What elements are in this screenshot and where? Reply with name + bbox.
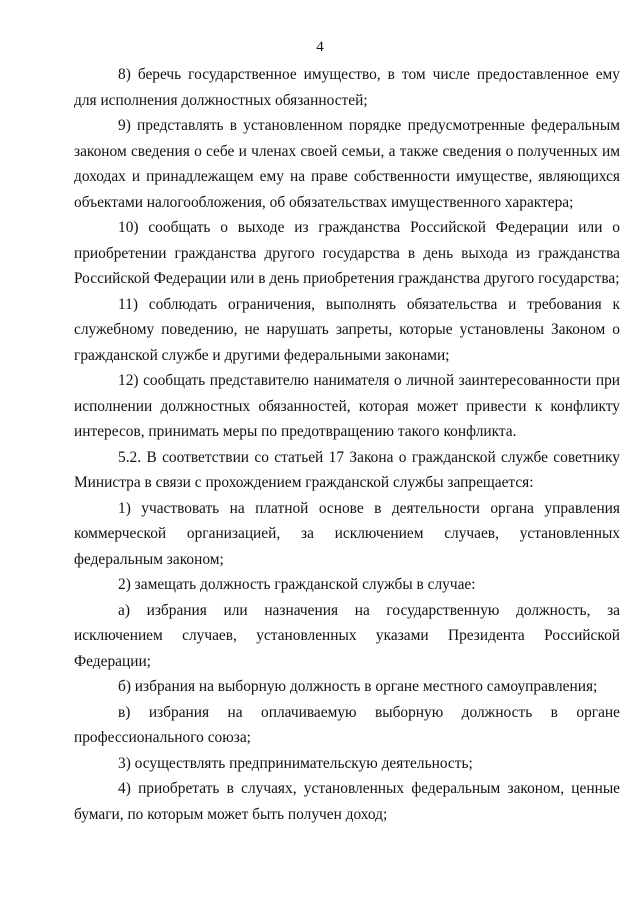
document-body <box>74 62 620 827</box>
paragraph-prohibition-2v: в) избрания на оплачиваемую выборную должность в органе профессионального союза; <box>74 703 620 746</box>
paragraph-duty-8: 8) беречь государственное имущество, в том числе предоставленное ему для исполнения должностных обязанностей; <box>74 66 620 109</box>
paragraph-prohibition-4: 4) приобретать в случаях, установленных федеральным законом, ценные бумаги, по которым может быть получен доход; <box>74 780 620 823</box>
paragraph-duty-12: 12) сообщать представителю нанимателя о личной заинтересованности при исполнении должностных обязанностей, которая может привести к конфликту интересов, принимать меры по предотвращению такого конфликта. <box>74 372 620 440</box>
paragraph-section-5-2: 5.2. В соответствии со статьей 17 Закона о гражданской службе советнику Министра в связи с прохождением гражданской службы запрещается: <box>74 448 620 491</box>
paragraph-prohibition-2a: а) избрания или назначения на государственную должность, за исключением случаев, установленных указами Президента Российской Федерации; <box>74 601 620 670</box>
paragraph-duty-11: 11) соблюдать ограничения, выполнять обязательства и требования к служебному поведению, не нарушать запреты, которые установлены Законом о гражданской службе и другими федеральными законами; <box>74 295 620 364</box>
paragraph-prohibition-1: 1) участвовать на платной основе в деятельности органа управления коммерческой организацией, за исключением случаев, установленных федеральным законом; <box>74 499 620 568</box>
paragraph-prohibition-3: 3) осуществлять предпринимательскую деятельность; <box>118 754 473 772</box>
paragraph-prohibition-2: 2) замещать должность гражданской службы в случае: <box>118 576 476 593</box>
page-number: 4 <box>316 39 324 55</box>
paragraph-duty-10: 10) сообщать о выходе из гражданства Российской Федерации или о приобретении гражданства другого государства в день выхода из гражданства Российской Федерации или в день приобретения гражданства другого государства; <box>74 219 620 287</box>
paragraph-duty-9: 9) представлять в установленном порядке предусмотренные федеральным законом сведения о себе и членах своей семьи, а также сведения о полученных им доходах и принадлежащем ему на праве собственности имуществе, являющихся объектами налогообложения, об обязательствах имущественного характера; <box>74 117 620 211</box>
paragraph-prohibition-2b: б) избрания на выборную должность в органе местного самоуправления; <box>118 678 598 695</box>
